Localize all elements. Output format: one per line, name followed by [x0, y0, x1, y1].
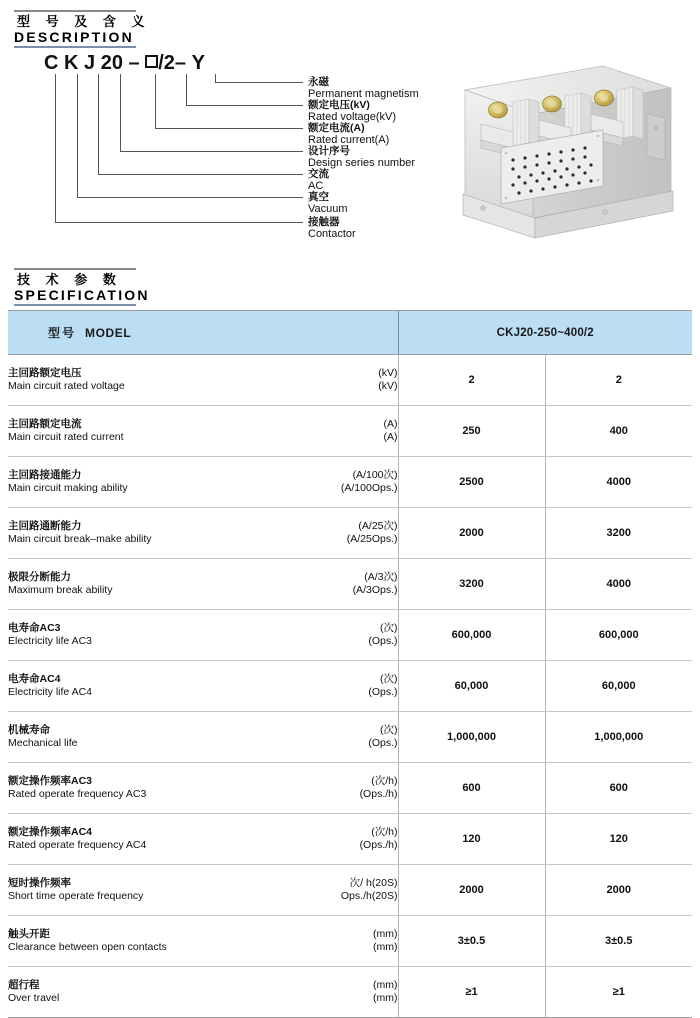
callout-en: Rated current(A) — [308, 134, 390, 146]
table-row — [8, 559, 692, 610]
table-row — [8, 916, 692, 967]
value-cell-250: 3±0.5 — [398, 916, 545, 967]
leader-rated-voltage — [187, 74, 304, 106]
parameter-cell — [8, 763, 398, 814]
value-cell-400: 400 — [545, 406, 692, 457]
parameter-name-en: Main circuit rated voltage — [8, 380, 125, 392]
callout-permanent-magnetism — [308, 76, 419, 101]
callout-en: Vacuum — [308, 203, 348, 215]
callout-vacuum — [308, 191, 348, 216]
callout-en: AC — [308, 180, 324, 192]
parameter-names — [8, 928, 167, 954]
callout-cn: 设计序号 — [308, 145, 350, 157]
parameter-unit-en: (A/3Ops.) — [352, 584, 398, 596]
leader-ac — [99, 74, 304, 175]
callout-cn: 交流 — [308, 168, 329, 180]
value-cell-250: 2500 — [398, 457, 545, 508]
parameter-name-en: Mechanical life — [8, 737, 78, 749]
header-model-en: MODEL — [85, 326, 132, 340]
parameter-name-en: Main circuit rated current — [8, 431, 124, 443]
parameter-names — [8, 877, 143, 903]
parameter-units — [360, 775, 398, 801]
side-bracket — [647, 114, 665, 160]
specification-heading-en: SPECIFICATION — [14, 287, 150, 303]
parameter-units — [341, 469, 398, 495]
callout-cn: 接触器 — [308, 216, 340, 228]
parameter-unit-en: (mm) — [373, 992, 398, 1004]
value-cell-400: 4000 — [545, 559, 692, 610]
parameter-name-cn: 电寿命AC3 — [8, 622, 61, 634]
value-cell-250: 2000 — [398, 865, 545, 916]
table-row — [8, 508, 692, 559]
value-cell-400: 120 — [545, 814, 692, 865]
parameter-unit-cn: (次) — [380, 622, 398, 634]
parameter-name-en: Electricity life AC3 — [8, 635, 93, 647]
model-char-2: 2 — [163, 52, 175, 74]
parameter-unit-cn: (kV) — [378, 367, 398, 379]
table-row — [8, 865, 692, 916]
parameter-names — [8, 979, 59, 1005]
parameter-unit-cn: (mm) — [373, 979, 398, 991]
parameter-name-cn: 额定操作频率AC3 — [8, 775, 93, 787]
callout-en: Design series number — [308, 157, 415, 169]
parameter-names — [8, 367, 125, 393]
callout-rated-voltage — [308, 99, 396, 124]
parameter-names — [8, 520, 152, 546]
callout-cn: 额定电压(kV) — [308, 99, 370, 111]
leader-vacuum — [78, 74, 304, 198]
parameter-name-en: Over travel — [8, 992, 60, 1004]
parameter-unit-cn: (A/100次) — [352, 469, 398, 481]
value-cell-400: 600,000 — [545, 610, 692, 661]
table-row — [8, 661, 692, 712]
heading-rule-bottom — [14, 304, 136, 306]
parameter-unit-en: (A/25Ops.) — [346, 533, 398, 545]
parameter-cell — [8, 559, 398, 610]
value-cell-250: 600 — [398, 763, 545, 814]
callout-ac — [308, 168, 329, 193]
parameter-unit-en: (kV) — [378, 380, 398, 392]
parameter-cell — [8, 967, 398, 1018]
parameter-units — [353, 571, 398, 597]
parameter-name-en: Clearance between open contacts — [8, 941, 167, 953]
parameter-unit-cn: (mm) — [373, 928, 398, 940]
specification-heading-cn: 技 术 参 数 — [17, 272, 122, 287]
value-cell-250: ≥1 — [398, 967, 545, 1018]
parameter-name-en: Electricity life AC4 — [8, 686, 93, 698]
callout-en: Permanent magnetism — [308, 88, 419, 100]
parameter-name-cn: 极限分断能力 — [8, 571, 71, 583]
parameter-names — [8, 724, 77, 750]
base-mount-hole — [603, 210, 608, 215]
value-cell-400: ≥1 — [545, 967, 692, 1018]
value-cell-400: 3200 — [545, 508, 692, 559]
model-char-k: K — [64, 52, 79, 74]
parameter-name-en: Short time operate frequency — [8, 890, 144, 902]
parameter-units — [360, 826, 398, 852]
parameter-cell — [8, 508, 398, 559]
parameter-units — [347, 520, 398, 546]
parameter-unit-cn: (次) — [380, 724, 398, 736]
parameter-name-cn: 主回路接通能力 — [8, 469, 82, 481]
value-cell-250: 250 — [398, 406, 545, 457]
side-bracket-hole — [654, 126, 657, 129]
product-photo-vacuum-contactor — [455, 52, 690, 267]
parameter-unit-cn: (次) — [380, 673, 398, 685]
parameter-unit-en: (A) — [383, 431, 398, 443]
parameter-cell — [8, 712, 398, 763]
parameter-cell — [8, 865, 398, 916]
callout-cn: 真空 — [308, 191, 329, 203]
description-heading-cn: 型 号 及 含 义 — [17, 14, 151, 29]
table-row — [8, 763, 692, 814]
model-char-j: J — [84, 52, 96, 74]
value-cell-250: 1,000,000 — [398, 712, 545, 763]
parameter-units — [341, 877, 398, 903]
parameter-units — [373, 928, 398, 954]
parameter-name-cn: 短时操作频率 — [8, 877, 71, 889]
parameter-unit-en: (Ops.) — [368, 686, 398, 698]
leader-permanent-magnetism — [216, 74, 304, 83]
parameter-cell — [8, 916, 398, 967]
parameter-name-cn: 机械寿命 — [8, 724, 50, 736]
parameter-units — [373, 979, 398, 1005]
parameter-name-cn: 额定操作频率AC4 — [8, 826, 93, 838]
specification-table — [8, 310, 692, 1018]
heading-rule-top — [14, 268, 136, 270]
parameter-units — [384, 418, 398, 444]
parameter-unit-cn: (A/25次) — [358, 520, 398, 532]
value-cell-400: 2000 — [545, 865, 692, 916]
parameter-unit-en: (A/100Ops.) — [340, 482, 398, 494]
table-header-row — [8, 311, 692, 355]
model-dash-1: – — [128, 52, 140, 74]
callout-en: Contactor — [308, 228, 356, 240]
parameter-units — [368, 724, 397, 750]
callout-design-series-number — [308, 145, 415, 170]
parameter-name-en: Main circuit making ability — [8, 482, 128, 494]
parameter-name-cn: 主回路额定电流 — [8, 418, 82, 430]
model-char-c: C — [44, 52, 59, 74]
table-row — [8, 457, 692, 508]
table-row — [8, 712, 692, 763]
parameter-unit-en: Ops./h(20S) — [340, 890, 398, 902]
header-model-cell — [8, 311, 398, 355]
parameter-name-en: Rated operate frequency AC3 — [8, 788, 147, 800]
table-row — [8, 967, 692, 1018]
parameter-unit-cn: (次/h) — [371, 826, 398, 838]
model-dash-2: – — [174, 52, 187, 74]
parameter-name-cn: 超行程 — [8, 979, 40, 991]
parameter-cell — [8, 457, 398, 508]
parameter-unit-en: (Ops./h) — [359, 788, 398, 800]
value-cell-250: 600,000 — [398, 610, 545, 661]
parameter-unit-en: (mm) — [373, 941, 398, 953]
parameter-unit-en: (Ops.) — [368, 635, 398, 647]
callout-en: Rated voltage(kV) — [308, 111, 397, 123]
model-slash: / — [158, 52, 164, 74]
base-mount-hole — [481, 206, 486, 211]
parameter-names — [8, 571, 112, 597]
value-cell-400: 1,000,000 — [545, 712, 692, 763]
parameter-units — [368, 622, 397, 648]
parameter-name-en: Maximum break ability — [8, 584, 113, 596]
table-row — [8, 406, 692, 457]
parameter-cell — [8, 355, 398, 406]
specification-section-heading — [14, 268, 150, 306]
parameter-cell — [8, 814, 398, 865]
parameter-unit-cn: (A) — [383, 418, 398, 430]
parameter-name-cn: 主回路通断能力 — [8, 520, 82, 532]
parameter-units — [368, 673, 397, 699]
parameter-units — [378, 367, 397, 393]
value-cell-400: 4000 — [545, 457, 692, 508]
parameter-cell — [8, 610, 398, 661]
parameter-names — [8, 469, 128, 495]
description-heading-en: DESCRIPTION — [14, 29, 134, 45]
parameter-names — [8, 673, 92, 699]
table-row — [8, 610, 692, 661]
parameter-name-cn: 主回路额定电压 — [8, 367, 82, 379]
parameter-unit-cn: (A/3次) — [364, 571, 398, 583]
leader-design-series — [121, 74, 304, 152]
parameter-names — [8, 826, 146, 852]
parameter-name-en: Main circuit break–make ability — [8, 533, 152, 545]
parameter-unit-cn: (次/h) — [371, 775, 398, 787]
header-model-cn: 型号 — [48, 326, 77, 340]
value-cell-400: 60,000 — [545, 661, 692, 712]
parameter-cell — [8, 406, 398, 457]
value-cell-250: 60,000 — [398, 661, 545, 712]
parameter-name-cn: 触头开距 — [8, 928, 50, 940]
value-cell-250: 3200 — [398, 559, 545, 610]
parameter-names — [8, 775, 146, 801]
header-series-cell: CKJ20-250~400/2 — [398, 311, 692, 355]
table-row — [8, 355, 692, 406]
callout-contactor — [308, 216, 356, 241]
parameter-names — [8, 622, 92, 648]
model-char-20: 20 — [100, 52, 123, 74]
parameter-names — [8, 418, 124, 444]
value-cell-400: 3±0.5 — [545, 916, 692, 967]
parameter-name-en: Rated operate frequency AC4 — [8, 839, 147, 851]
callout-cn: 永磁 — [308, 76, 329, 88]
value-cell-250: 2 — [398, 355, 545, 406]
parameter-unit-en: (Ops.) — [368, 737, 398, 749]
model-char-y: Y — [191, 52, 205, 74]
parameter-cell — [8, 661, 398, 712]
leader-contactor — [56, 74, 304, 223]
callout-rated-current — [308, 122, 389, 147]
table-row — [8, 814, 692, 865]
value-cell-250: 120 — [398, 814, 545, 865]
value-cell-400: 2 — [545, 355, 692, 406]
value-cell-400: 600 — [545, 763, 692, 814]
parameter-name-cn: 电寿命AC4 — [8, 673, 61, 685]
callout-cn: 额定电流(A) — [308, 122, 365, 134]
parameter-unit-cn: 次/ h(20S) — [349, 877, 398, 889]
parameter-unit-en: (Ops./h) — [359, 839, 398, 851]
value-cell-250: 2000 — [398, 508, 545, 559]
